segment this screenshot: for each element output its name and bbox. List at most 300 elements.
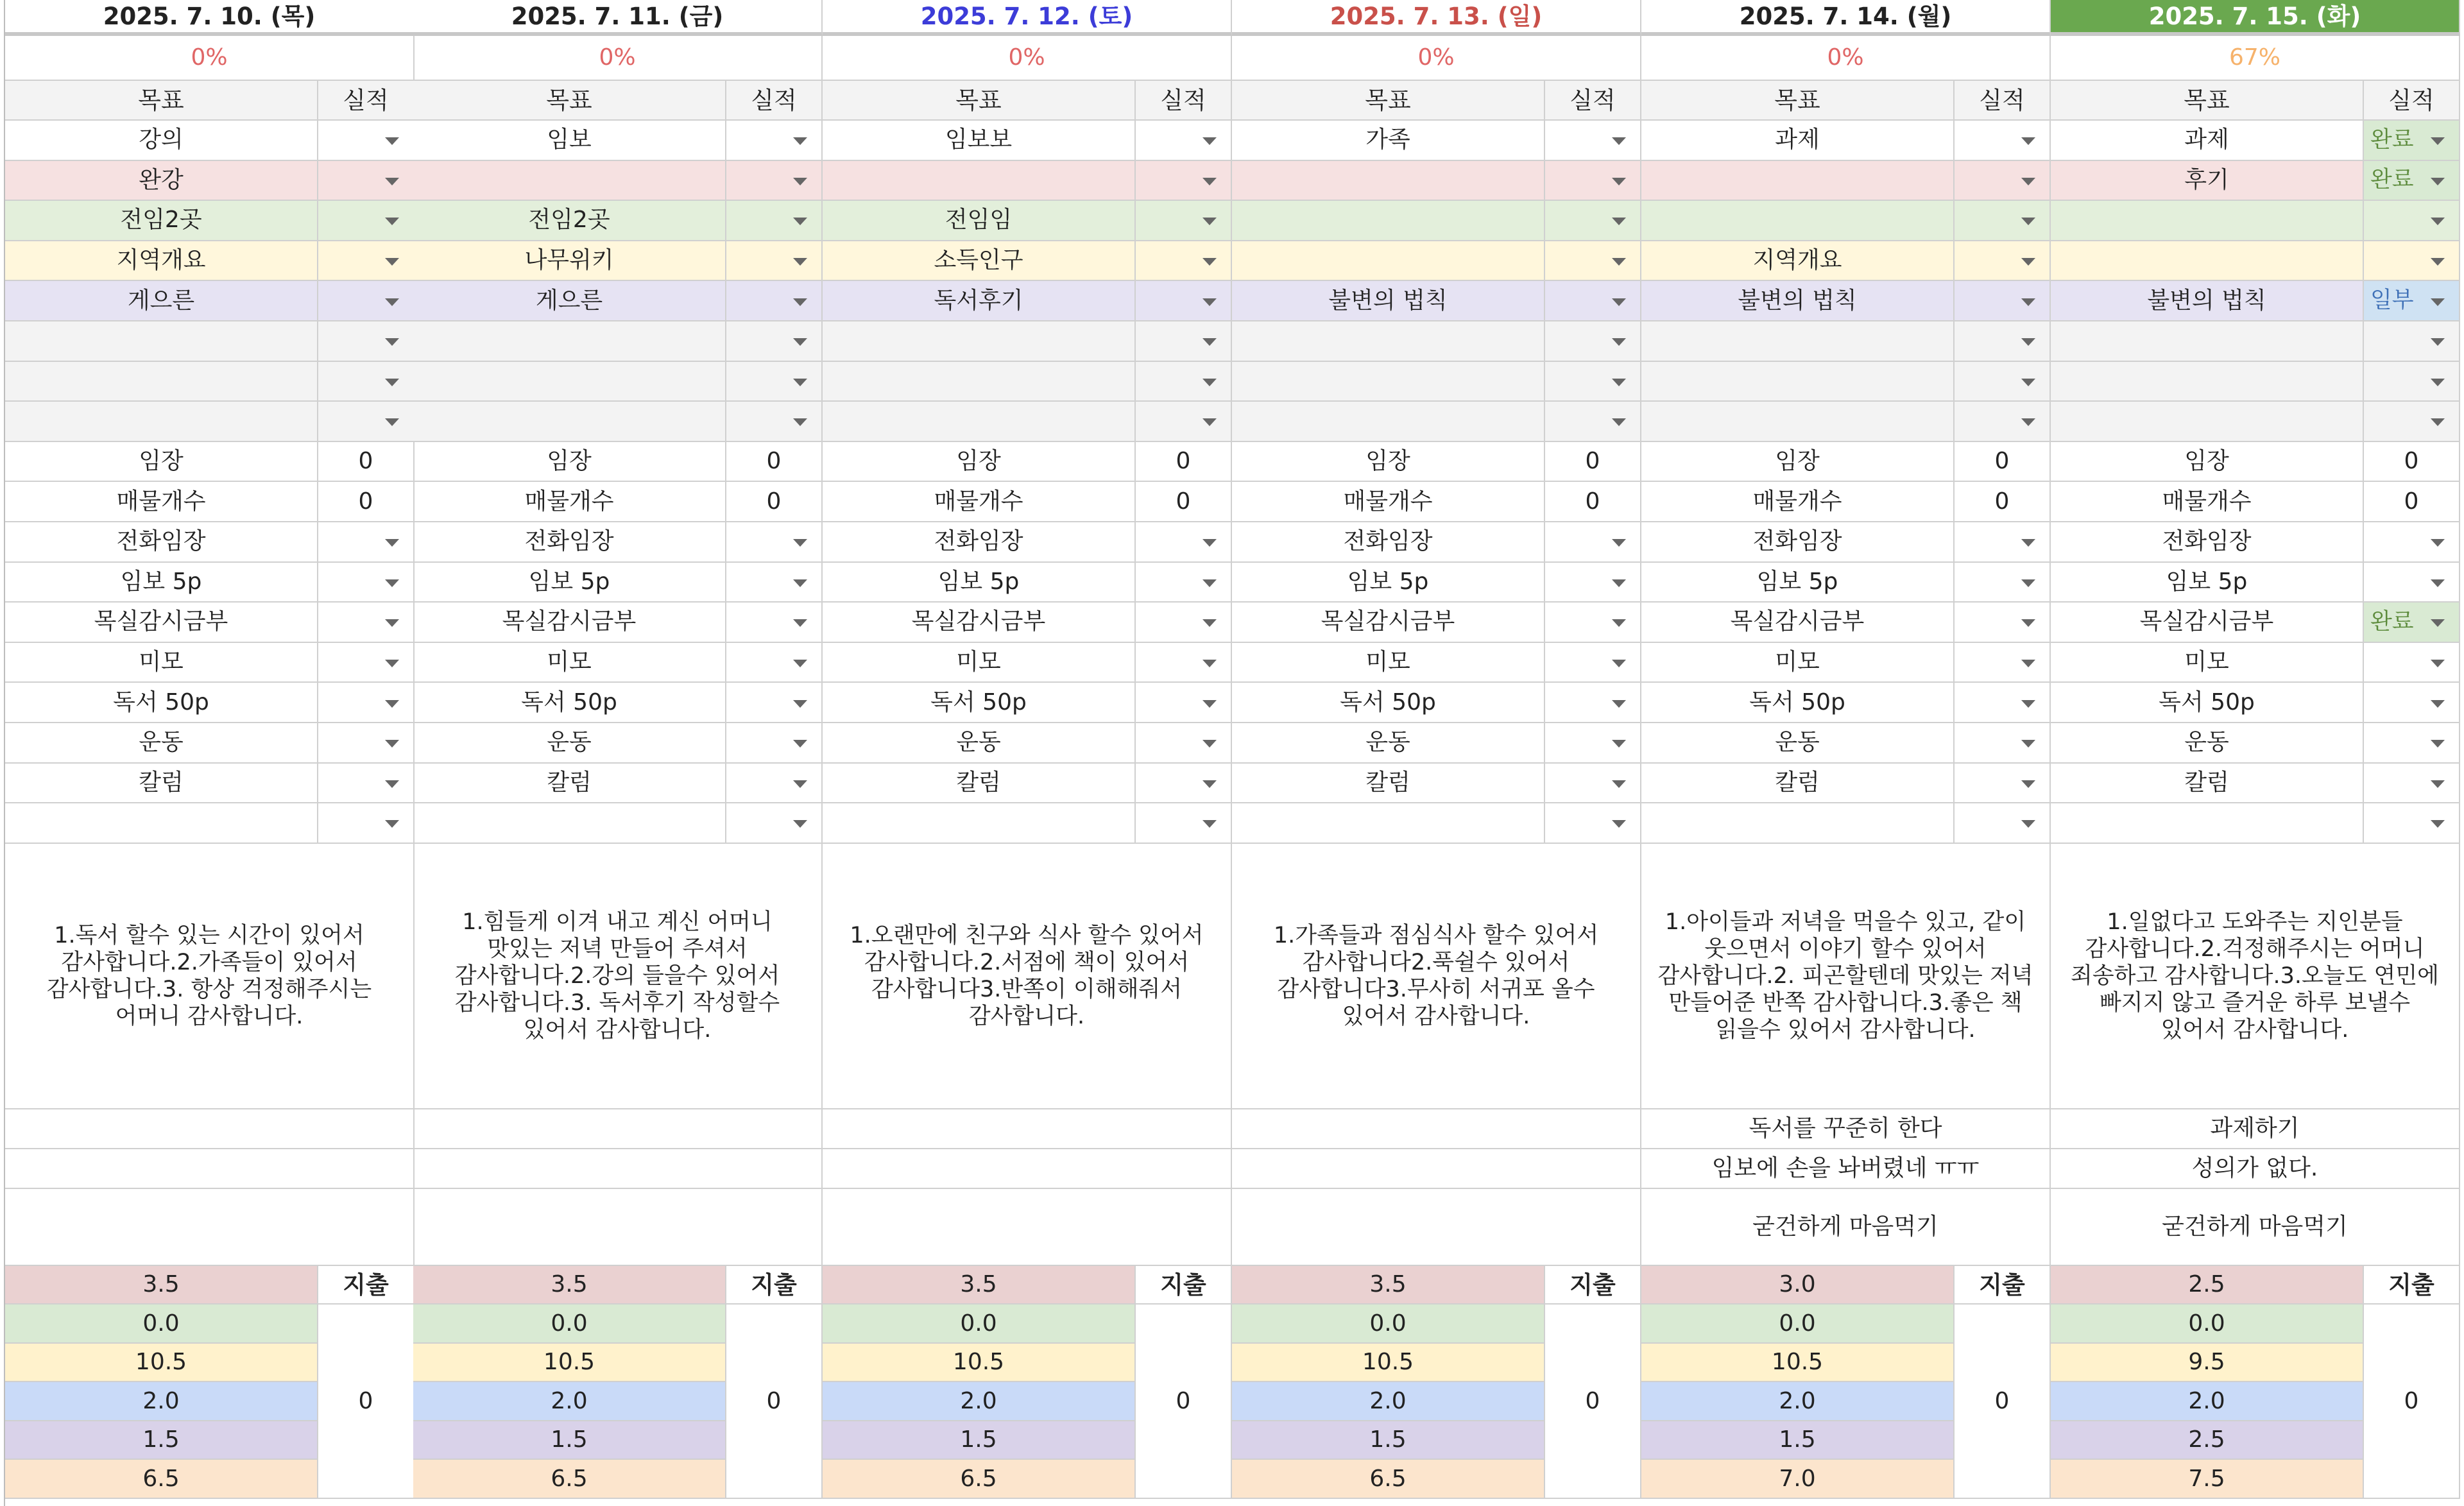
goal-cell[interactable] [2051,161,2364,201]
task-result-dropdown[interactable] [726,723,823,764]
dropdown-arrow-icon[interactable] [385,338,399,346]
goal-cell[interactable] [1232,402,1545,442]
reflection-cell[interactable] [413,1109,823,1149]
dropdown-arrow-icon[interactable] [2431,218,2445,225]
task-result-dropdown[interactable] [1955,563,2051,603]
budget-cell[interactable] [5,1382,318,1421]
dropdown-arrow-icon[interactable] [2431,660,2445,667]
date-header[interactable] [413,0,823,36]
result-dropdown[interactable] [726,321,823,362]
budget-cell[interactable] [1232,1460,1545,1499]
budget-cell[interactable] [1232,1266,1545,1305]
dropdown-arrow-icon[interactable] [793,298,807,306]
task-result-dropdown[interactable] [1955,643,2051,683]
dropdown-arrow-icon[interactable] [1612,137,1626,145]
task-result-dropdown[interactable] [2364,522,2460,563]
task-cell[interactable] [413,803,726,844]
dropdown-arrow-icon[interactable] [2021,258,2035,266]
count-value-cell[interactable] [1136,482,1232,522]
task-result-dropdown[interactable] [1545,803,1641,844]
dropdown-arrow-icon[interactable] [2431,298,2445,306]
task-result-dropdown[interactable] [726,803,823,844]
goal-cell[interactable] [823,402,1136,442]
dropdown-arrow-icon[interactable] [385,780,399,788]
reflection-cell[interactable] [5,1149,415,1189]
count-value-cell[interactable] [726,442,823,483]
dropdown-arrow-icon[interactable] [2021,298,2035,306]
dropdown-arrow-icon[interactable] [1612,619,1626,627]
budget-cell[interactable] [823,1421,1136,1460]
dropdown-arrow-icon[interactable] [793,820,807,828]
dropdown-arrow-icon[interactable] [2431,619,2445,627]
goal-cell[interactable] [1232,321,1545,362]
result-dropdown[interactable] [726,362,823,402]
goal-cell[interactable] [2051,402,2364,442]
task-cell[interactable] [1641,723,1955,764]
goal-cell[interactable] [1232,121,1545,161]
task-cell[interactable] [2051,563,2364,603]
goal-cell[interactable] [823,281,1136,321]
task-cell[interactable] [413,764,726,804]
task-result-dropdown[interactable] [726,643,823,683]
dropdown-arrow-icon[interactable] [2431,700,2445,708]
expense-value-cell[interactable] [1136,1305,1232,1499]
task-cell[interactable] [1232,723,1545,764]
task-cell[interactable] [413,603,726,643]
dropdown-arrow-icon[interactable] [2431,178,2445,185]
result-dropdown[interactable] [1955,402,2051,442]
task-cell[interactable] [1232,764,1545,804]
date-header[interactable] [823,0,1232,36]
budget-cell[interactable] [5,1421,318,1460]
result-dropdown[interactable] [2364,241,2460,282]
date-header[interactable] [5,0,415,36]
budget-cell[interactable] [823,1305,1136,1344]
task-cell[interactable] [1641,764,1955,804]
dropdown-arrow-icon[interactable] [1202,619,1217,627]
budget-cell[interactable] [413,1421,726,1460]
count-value-cell[interactable] [1955,482,2051,522]
task-cell[interactable] [2051,522,2364,563]
result-dropdown[interactable] [318,201,415,241]
goal-cell[interactable] [823,161,1136,201]
goal-cell[interactable] [823,321,1136,362]
dropdown-arrow-icon[interactable] [385,258,399,266]
goal-cell[interactable] [413,281,726,321]
task-cell[interactable] [5,563,318,603]
goal-cell[interactable] [2051,121,2364,161]
dropdown-arrow-icon[interactable] [793,178,807,185]
goal-cell[interactable] [1232,281,1545,321]
reflection-cell[interactable] [2051,1149,2460,1189]
dropdown-arrow-icon[interactable] [2431,338,2445,346]
task-result-dropdown[interactable] [726,603,823,643]
goal-cell[interactable] [5,161,318,201]
task-result-dropdown[interactable] [1545,563,1641,603]
task-result-dropdown[interactable] [1136,563,1232,603]
count-value-cell[interactable] [1136,442,1232,483]
reflection-cell[interactable] [1232,1109,1641,1149]
budget-cell[interactable] [1641,1266,1955,1305]
task-result-dropdown[interactable] [1955,683,2051,723]
dropdown-arrow-icon[interactable] [793,338,807,346]
result-dropdown[interactable] [1545,121,1641,161]
budget-cell[interactable] [1232,1382,1545,1421]
task-cell[interactable] [1232,603,1545,643]
budget-cell[interactable] [413,1266,726,1305]
task-cell[interactable] [2051,643,2364,683]
count-value-cell[interactable] [1545,442,1641,483]
dropdown-arrow-icon[interactable] [1612,418,1626,426]
dropdown-arrow-icon[interactable] [385,700,399,708]
task-cell[interactable] [5,603,318,643]
dropdown-arrow-icon[interactable] [1202,178,1217,185]
count-value-cell[interactable] [2364,482,2460,522]
result-dropdown[interactable] [726,121,823,161]
goal-cell[interactable] [823,362,1136,402]
goal-cell[interactable] [1641,281,1955,321]
reflection-cell[interactable] [1232,1149,1641,1189]
result-dropdown[interactable] [2364,201,2460,241]
goal-cell[interactable] [413,362,726,402]
result-dropdown[interactable] [1955,281,2051,321]
dropdown-arrow-icon[interactable] [1612,218,1626,225]
dropdown-arrow-icon[interactable] [1202,338,1217,346]
dropdown-arrow-icon[interactable] [793,418,807,426]
result-dropdown[interactable] [726,161,823,201]
dropdown-arrow-icon[interactable] [793,218,807,225]
goal-cell[interactable] [1641,321,1955,362]
expense-value-cell[interactable] [726,1305,823,1499]
result-dropdown[interactable] [1545,281,1641,321]
dropdown-arrow-icon[interactable] [385,820,399,828]
task-cell[interactable] [413,563,726,603]
result-dropdown[interactable] [1545,362,1641,402]
progress-percent[interactable] [2051,36,2460,81]
task-result-dropdown[interactable] [1136,764,1232,804]
task-result-dropdown[interactable] [2364,764,2460,804]
count-value-cell[interactable] [318,482,415,522]
result-dropdown[interactable] [2364,281,2460,321]
dropdown-arrow-icon[interactable] [1612,780,1626,788]
goal-cell[interactable] [2051,362,2364,402]
task-result-dropdown[interactable] [726,764,823,804]
result-dropdown[interactable] [1545,241,1641,282]
dropdown-arrow-icon[interactable] [1612,740,1626,748]
dropdown-arrow-icon[interactable] [1612,660,1626,667]
goal-cell[interactable] [1641,241,1955,282]
task-result-dropdown[interactable] [1545,643,1641,683]
task-result-dropdown[interactable] [318,764,415,804]
task-cell[interactable] [5,683,318,723]
task-cell[interactable] [1641,683,1955,723]
budget-cell[interactable] [413,1344,726,1383]
goal-cell[interactable] [1641,362,1955,402]
reflection-cell[interactable] [1641,1149,2051,1189]
dropdown-arrow-icon[interactable] [385,619,399,627]
result-dropdown[interactable] [1955,161,2051,201]
task-cell[interactable] [823,803,1136,844]
budget-cell[interactable] [5,1460,318,1499]
task-result-dropdown[interactable] [1545,683,1641,723]
result-dropdown[interactable] [1136,201,1232,241]
task-result-dropdown[interactable] [1955,803,2051,844]
dropdown-arrow-icon[interactable] [793,780,807,788]
result-dropdown[interactable] [1136,281,1232,321]
reflection-cell[interactable] [823,1149,1232,1189]
budget-cell[interactable] [5,1305,318,1344]
dropdown-arrow-icon[interactable] [793,137,807,145]
goal-cell[interactable] [823,241,1136,282]
dropdown-arrow-icon[interactable] [1612,379,1626,386]
goal-cell[interactable] [2051,201,2364,241]
dropdown-arrow-icon[interactable] [1202,218,1217,225]
count-value-cell[interactable] [1545,482,1641,522]
reflection-cell[interactable] [2051,1109,2460,1149]
budget-cell[interactable] [2051,1460,2364,1499]
dropdown-arrow-icon[interactable] [385,740,399,748]
dropdown-arrow-icon[interactable] [385,298,399,306]
dropdown-arrow-icon[interactable] [2021,579,2035,587]
task-result-dropdown[interactable] [1545,723,1641,764]
goal-cell[interactable] [1232,241,1545,282]
task-cell[interactable] [413,522,726,563]
budget-cell[interactable] [1641,1421,1955,1460]
dropdown-arrow-icon[interactable] [2021,137,2035,145]
result-dropdown[interactable] [318,121,415,161]
task-cell[interactable] [1232,563,1545,603]
dropdown-arrow-icon[interactable] [793,660,807,667]
result-dropdown[interactable] [1955,241,2051,282]
dropdown-arrow-icon[interactable] [2021,820,2035,828]
task-cell[interactable] [2051,603,2364,643]
reflection-cell[interactable] [413,1149,823,1189]
reflection-cell[interactable] [823,1189,1232,1266]
task-cell[interactable] [5,522,318,563]
count-value-cell[interactable] [318,442,415,483]
task-result-dropdown[interactable] [318,563,415,603]
goal-cell[interactable] [413,161,726,201]
result-dropdown[interactable] [318,281,415,321]
dropdown-arrow-icon[interactable] [1612,338,1626,346]
reflection-cell[interactable] [413,1189,823,1266]
result-dropdown[interactable] [318,241,415,282]
task-cell[interactable] [1641,522,1955,563]
dropdown-arrow-icon[interactable] [793,700,807,708]
task-result-dropdown[interactable] [2364,803,2460,844]
reflection-cell[interactable] [1641,1109,2051,1149]
dropdown-arrow-icon[interactable] [1202,539,1217,547]
result-dropdown[interactable] [1955,121,2051,161]
dropdown-arrow-icon[interactable] [793,740,807,748]
budget-cell[interactable] [823,1266,1136,1305]
dropdown-arrow-icon[interactable] [385,379,399,386]
dropdown-arrow-icon[interactable] [385,660,399,667]
task-cell[interactable] [823,764,1136,804]
budget-cell[interactable] [2051,1421,2364,1460]
count-value-cell[interactable] [1955,442,2051,483]
dropdown-arrow-icon[interactable] [1202,418,1217,426]
result-dropdown[interactable] [318,321,415,362]
task-result-dropdown[interactable] [1545,522,1641,563]
dropdown-arrow-icon[interactable] [2431,418,2445,426]
dropdown-arrow-icon[interactable] [2021,660,2035,667]
date-header[interactable] [1232,0,1641,36]
progress-percent[interactable] [5,36,415,81]
dropdown-arrow-icon[interactable] [2021,619,2035,627]
budget-cell[interactable] [1232,1344,1545,1383]
dropdown-arrow-icon[interactable] [385,579,399,587]
reflection-cell[interactable] [1641,1189,2051,1266]
dropdown-arrow-icon[interactable] [2431,740,2445,748]
task-cell[interactable] [823,603,1136,643]
expense-value-cell[interactable] [1545,1305,1641,1499]
result-dropdown[interactable] [1955,321,2051,362]
goal-cell[interactable] [413,121,726,161]
task-result-dropdown[interactable] [2364,603,2460,643]
goal-cell[interactable] [823,201,1136,241]
dropdown-arrow-icon[interactable] [2021,218,2035,225]
goal-cell[interactable] [1641,121,1955,161]
dropdown-arrow-icon[interactable] [2431,579,2445,587]
dropdown-arrow-icon[interactable] [1612,579,1626,587]
dropdown-arrow-icon[interactable] [1612,820,1626,828]
task-cell[interactable] [823,723,1136,764]
result-dropdown[interactable] [1955,201,2051,241]
goal-cell[interactable] [413,201,726,241]
dropdown-arrow-icon[interactable] [1612,539,1626,547]
budget-cell[interactable] [823,1460,1136,1499]
dropdown-arrow-icon[interactable] [2021,418,2035,426]
budget-cell[interactable] [413,1460,726,1499]
dropdown-arrow-icon[interactable] [2431,258,2445,266]
goal-cell[interactable] [413,402,726,442]
budget-cell[interactable] [1641,1460,1955,1499]
dropdown-arrow-icon[interactable] [793,379,807,386]
task-result-dropdown[interactable] [726,683,823,723]
count-value-cell[interactable] [726,482,823,522]
goal-cell[interactable] [5,241,318,282]
dropdown-arrow-icon[interactable] [2431,539,2445,547]
expense-value-cell[interactable] [1955,1305,2051,1499]
dropdown-arrow-icon[interactable] [2021,379,2035,386]
task-result-dropdown[interactable] [2364,683,2460,723]
gratitude-note[interactable] [2051,844,2460,1109]
goal-cell[interactable] [1232,201,1545,241]
budget-cell[interactable] [2051,1382,2364,1421]
budget-cell[interactable] [1641,1344,1955,1383]
dropdown-arrow-icon[interactable] [1612,700,1626,708]
result-dropdown[interactable] [2364,161,2460,201]
task-result-dropdown[interactable] [726,522,823,563]
dropdown-arrow-icon[interactable] [1202,660,1217,667]
dropdown-arrow-icon[interactable] [793,619,807,627]
task-result-dropdown[interactable] [1136,603,1232,643]
task-result-dropdown[interactable] [1136,643,1232,683]
goal-cell[interactable] [5,362,318,402]
reflection-cell[interactable] [2051,1189,2460,1266]
result-dropdown[interactable] [1136,121,1232,161]
expense-value-cell[interactable] [318,1305,415,1499]
task-result-dropdown[interactable] [318,643,415,683]
dropdown-arrow-icon[interactable] [1202,137,1217,145]
task-result-dropdown[interactable] [1955,522,2051,563]
gratitude-note[interactable] [823,844,1232,1109]
task-cell[interactable] [1232,683,1545,723]
result-dropdown[interactable] [318,402,415,442]
task-result-dropdown[interactable] [1955,764,2051,804]
task-cell[interactable] [2051,723,2364,764]
result-dropdown[interactable] [1545,161,1641,201]
task-cell[interactable] [1641,643,1955,683]
goal-cell[interactable] [413,321,726,362]
result-dropdown[interactable] [2364,321,2460,362]
result-dropdown[interactable] [1136,362,1232,402]
dropdown-arrow-icon[interactable] [1202,298,1217,306]
result-dropdown[interactable] [726,402,823,442]
result-dropdown[interactable] [1545,201,1641,241]
budget-cell[interactable] [1232,1421,1545,1460]
dropdown-arrow-icon[interactable] [1202,579,1217,587]
task-cell[interactable] [1232,643,1545,683]
task-result-dropdown[interactable] [2364,643,2460,683]
dropdown-arrow-icon[interactable] [1202,820,1217,828]
dropdown-arrow-icon[interactable] [1202,740,1217,748]
goal-cell[interactable] [2051,321,2364,362]
reflection-cell[interactable] [823,1109,1232,1149]
goal-cell[interactable] [413,241,726,282]
task-result-dropdown[interactable] [1955,723,2051,764]
reflection-cell[interactable] [5,1109,415,1149]
dropdown-arrow-icon[interactable] [385,539,399,547]
task-result-dropdown[interactable] [318,723,415,764]
budget-cell[interactable] [2051,1266,2364,1305]
goal-cell[interactable] [823,121,1136,161]
reflection-cell[interactable] [5,1189,415,1266]
budget-cell[interactable] [1641,1305,1955,1344]
result-dropdown[interactable] [726,281,823,321]
task-result-dropdown[interactable] [1955,603,2051,643]
task-cell[interactable] [5,723,318,764]
task-cell[interactable] [1641,803,1955,844]
task-result-dropdown[interactable] [318,522,415,563]
budget-cell[interactable] [823,1382,1136,1421]
task-cell[interactable] [823,563,1136,603]
expense-value-cell[interactable] [2364,1305,2460,1499]
dropdown-arrow-icon[interactable] [2431,820,2445,828]
task-cell[interactable] [2051,803,2364,844]
dropdown-arrow-icon[interactable] [2431,379,2445,386]
budget-cell[interactable] [413,1305,726,1344]
task-cell[interactable] [1232,803,1545,844]
budget-cell[interactable] [1641,1382,1955,1421]
dropdown-arrow-icon[interactable] [1202,258,1217,266]
date-header[interactable] [2051,0,2460,36]
task-cell[interactable] [1641,603,1955,643]
dropdown-arrow-icon[interactable] [2021,740,2035,748]
budget-cell[interactable] [2051,1305,2364,1344]
task-cell[interactable] [5,643,318,683]
result-dropdown[interactable] [1136,402,1232,442]
task-result-dropdown[interactable] [726,563,823,603]
task-cell[interactable] [1232,522,1545,563]
task-cell[interactable] [1641,563,1955,603]
dropdown-arrow-icon[interactable] [2021,700,2035,708]
dropdown-arrow-icon[interactable] [1202,379,1217,386]
task-result-dropdown[interactable] [1136,683,1232,723]
result-dropdown[interactable] [1136,241,1232,282]
goal-cell[interactable] [5,201,318,241]
